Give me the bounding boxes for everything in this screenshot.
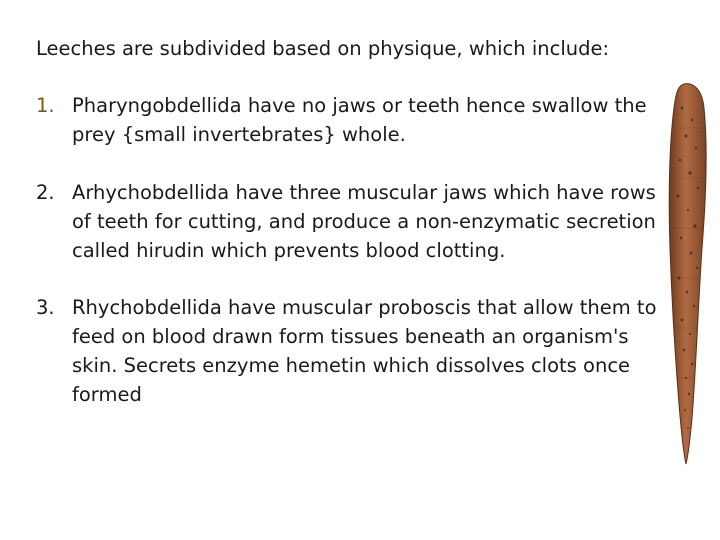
intro-text: Leeches are subdivided based on physique, which include: <box>36 37 610 60</box>
list-item-number: 1. <box>36 94 55 117</box>
list-item-text: Arhychobdellida have three muscular jaws which have rows of teeth for cutting, and produce a non-enzymatic secretion called hirudin which prevents blood clotting. <box>72 181 656 262</box>
list-item <box>36 91 666 149</box>
list-item-text: Pharyngobdellida have no jaws or teeth hence swallow the prey {small invertebrates} whole. <box>72 94 647 146</box>
list-item-number: 2. <box>36 181 55 204</box>
list-item <box>36 293 666 409</box>
list-item-text: Rhychobdellida have muscular proboscis that allow them to feed on blood drawn form tissues beneath an organism's skin. Secrets enzyme hemetin which dissolves clots once formed <box>72 296 657 406</box>
leech-illustration <box>662 78 714 468</box>
list-item <box>36 178 666 265</box>
list-item-number: 3. <box>36 296 55 319</box>
